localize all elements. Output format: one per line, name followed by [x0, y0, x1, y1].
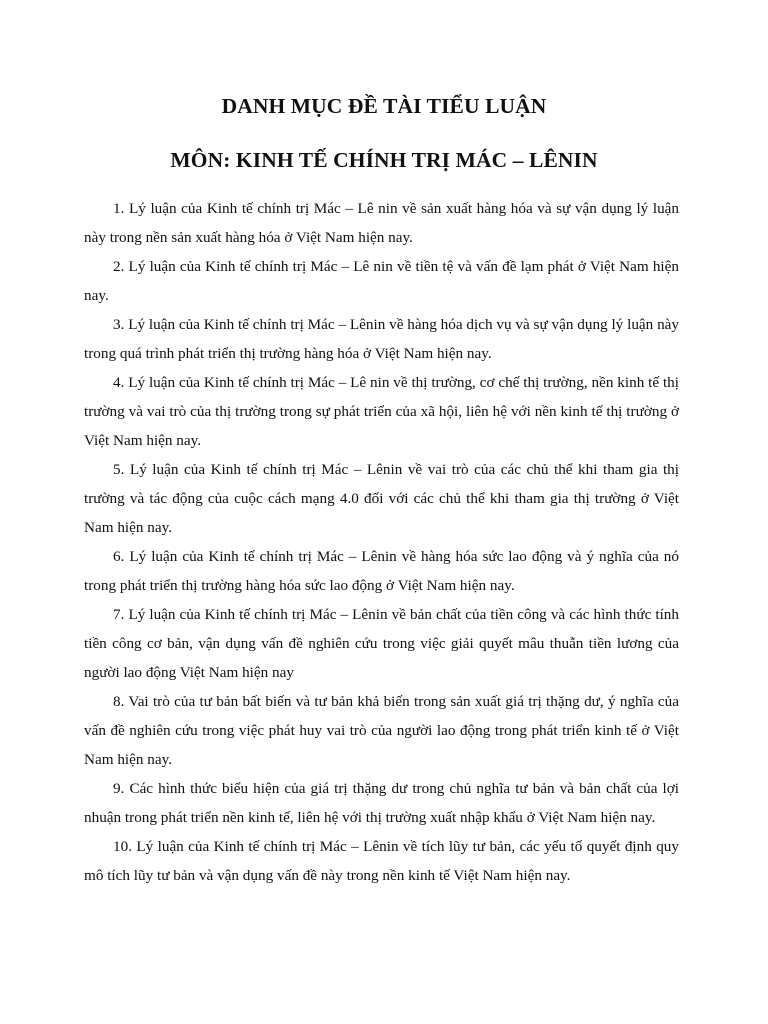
topic-item-4: 4. Lý luận của Kinh tế chính trị Mác – Lê nin về thị trường, cơ chế thị trường, nền kinh tế thị trường và vai trò của thị trường trong sự phát triển của xã hội, liên hệ với nền kinh tế thị trường ở Việt Nam hiện nay. [84, 374, 679, 449]
document-title: DANH MỤC ĐỀ TÀI TIỂU LUẬN [221, 94, 547, 118]
topic-item-1: 1. Lý luận của Kinh tế chính trị Mác – Lê nin về sản xuất hàng hóa và sự vận dụng lý luận này trong nền sản xuất hàng hóa ở Việt Nam hiện nay. [84, 200, 679, 246]
topic-item-9: 9. Các hình thức biểu hiện của giá trị thặng dư trong chủ nghĩa tư bản và bản chất của lợi nhuận trong phát triển nền kinh tế, liên hệ với thị trường xuất nhập khẩu ở Việt Nam hiện nay. [84, 780, 679, 826]
topic-item-10: 10. Lý luận của Kinh tế chính trị Mác – Lênin về tích lũy tư bản, các yếu tố quyết định quy mô tích lũy tư bản và vận dụng vấn đề này trong nền kinh tế Việt Nam hiện nay. [84, 838, 679, 884]
topic-item-2: 2. Lý luận của Kinh tế chính trị Mác – Lê nin về tiền tệ và vấn đề lạm phát ở Việt Nam hiện nay. [84, 258, 679, 304]
topic-item-7: 7. Lý luận của Kinh tế chính trị Mác – Lênin về bản chất của tiền công và các hình thức tính tiền công cơ bản, vận dụng vấn đề nghiên cứu trong việc giải quyết mâu thuẫn tiền lương của người lao động Việt Nam hiện nay [84, 606, 679, 681]
topic-item-5: 5. Lý luận của Kinh tế chính trị Mác – Lênin về vai trò của các chủ thể khi tham gia thị trường và tác động của cuộc cách mạng 4.0 đối với các chủ thể khi tham gia thị trường ở Việt Nam hiện nay. [84, 461, 679, 536]
topic-item-6: 6. Lý luận của Kinh tế chính trị Mác – Lênin về hàng hóa sức lao động và ý nghĩa của nó trong phát triển thị trường hàng hóa sức lao động ở Việt Nam hiện nay. [84, 548, 679, 594]
topic-item-8: 8. Vai trò của tư bản bất biến và tư bản khả biến trong sản xuất giá trị thặng dư, ý nghĩa của vấn đề nghiên cứu trong việc phát huy vai trò của người lao động trong phát triển kinh tế ở Việt Nam hiện nay. [84, 693, 679, 768]
document-subtitle: MÔN: KINH TẾ CHÍNH TRỊ MÁC – LÊNIN [170, 148, 598, 172]
topic-list [84, 194, 679, 890]
topic-item-3: 3. Lý luận của Kinh tế chính trị Mác – Lênin về hàng hóa dịch vụ và sự vận dụng lý luận này trong quá trình phát triển thị trường hàng hóa ở Việt Nam hiện nay. [84, 316, 679, 362]
